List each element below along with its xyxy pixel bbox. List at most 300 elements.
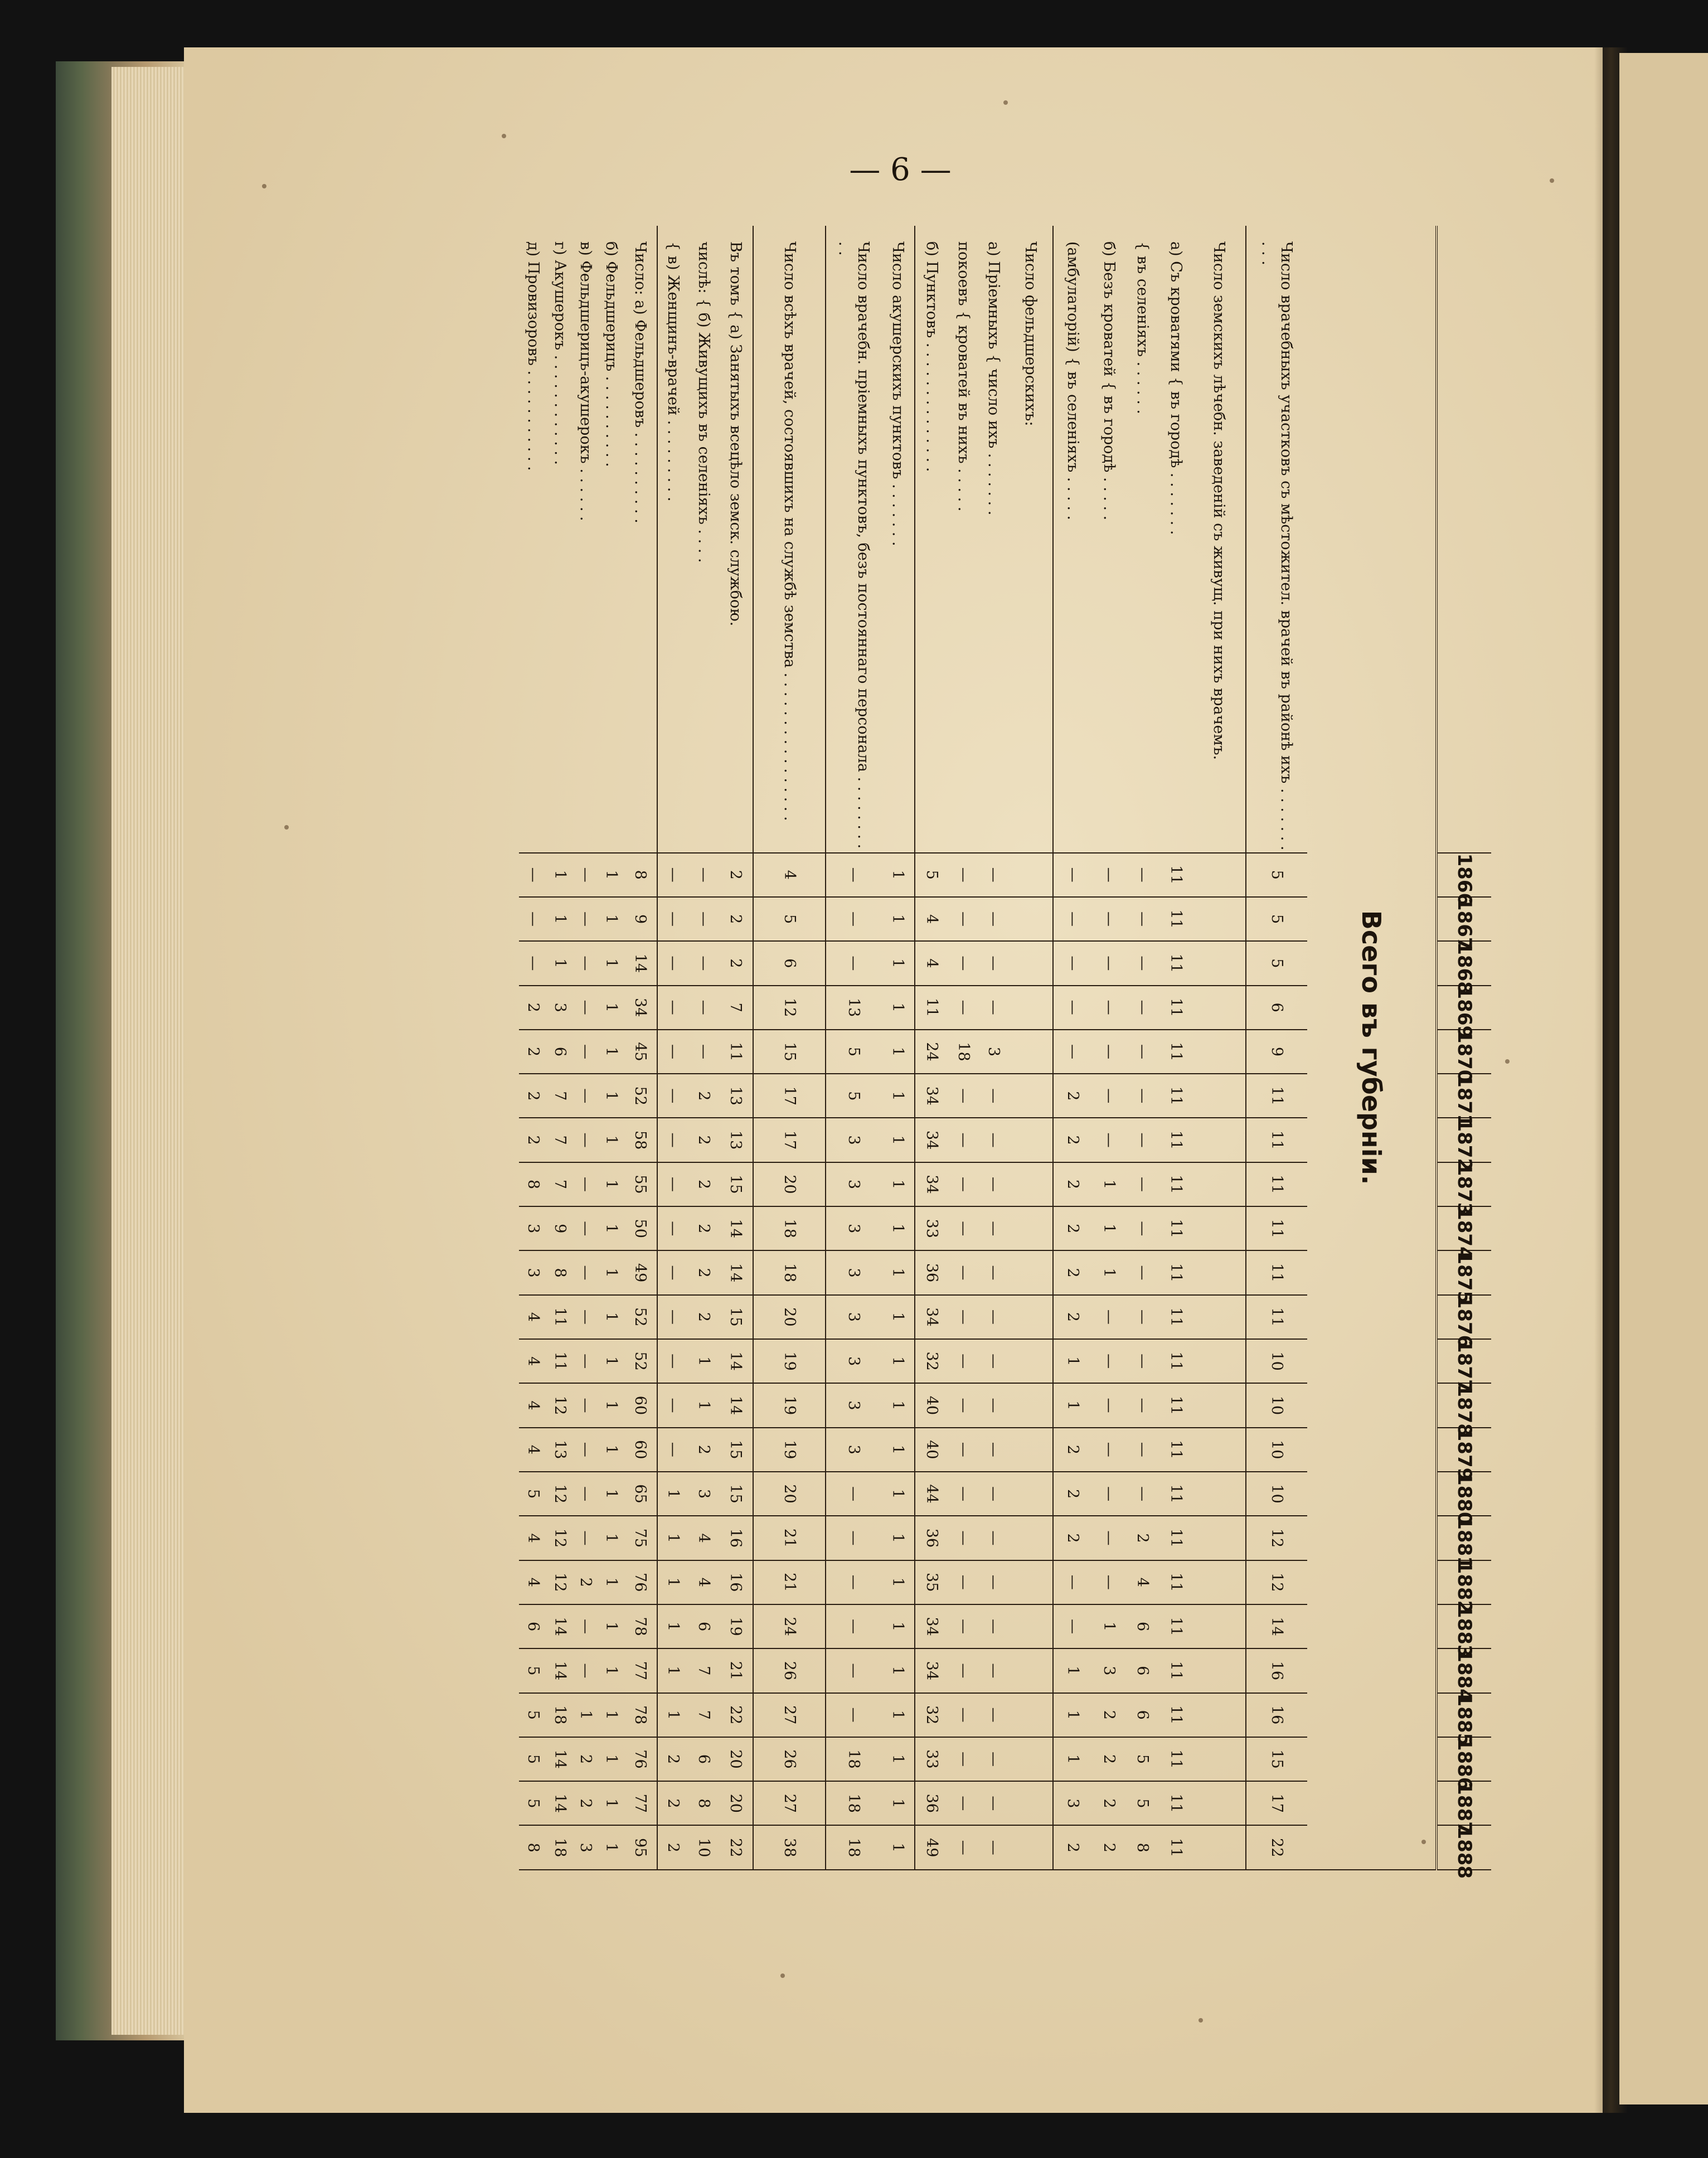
table-cell: 1 (598, 1428, 624, 1472)
table-cell: — (1053, 897, 1092, 941)
table-cell: 14 (547, 1604, 572, 1648)
table-row (1192, 226, 1246, 1870)
table-cell: — (519, 941, 547, 985)
table-cell (1008, 1118, 1053, 1162)
table-cell (1008, 897, 1053, 941)
table-cell: — (826, 941, 881, 985)
table-row (719, 226, 753, 1870)
table-cell: — (948, 1604, 978, 1648)
table-cell (1008, 1560, 1053, 1604)
table-cell: 11 (1159, 1737, 1192, 1781)
table-cell: 1 (1053, 1693, 1092, 1737)
table-cell: 5 (1125, 1737, 1159, 1781)
table-cell: 32 (915, 1693, 948, 1737)
table-row (948, 226, 978, 1870)
year-header: 1875 (1437, 1250, 1491, 1294)
table-cell: 95 (624, 1825, 657, 1870)
table-cell: 7 (688, 1648, 719, 1693)
table-cell: — (948, 1472, 978, 1516)
table-cell: — (657, 986, 688, 1030)
row-label: д) Провизоровъ . . . . . . . . . . . (519, 226, 547, 853)
table-cell: 11 (1246, 1162, 1307, 1206)
table-cell: 1 (598, 1604, 624, 1648)
table-cell: — (1125, 1339, 1159, 1383)
table-cell: 2 (719, 853, 753, 897)
table-cell: 13 (826, 986, 881, 1030)
table-cell: 12 (547, 1383, 572, 1427)
table-cell: 27 (753, 1781, 826, 1825)
row-label: Число фельдшерскихъ: (1008, 226, 1053, 853)
table-cell: — (978, 1781, 1008, 1825)
table-cell: 34 (624, 986, 657, 1030)
table-cell: 2 (519, 1118, 547, 1162)
table-cell: 49 (915, 1825, 948, 1870)
table-cell (1008, 1206, 1053, 1250)
table-cell: — (572, 986, 598, 1030)
table-cell: — (1125, 1074, 1159, 1118)
row-label: в) Фельдшерицъ-акушерокъ . . . . . . (572, 226, 598, 853)
table-cell: 1 (598, 1693, 624, 1737)
table-cell: 11 (1159, 986, 1192, 1030)
table-cell (1008, 1737, 1053, 1781)
table-cell: — (572, 1339, 598, 1383)
table-cell: 9 (547, 1206, 572, 1250)
table-cell: 20 (719, 1781, 753, 1825)
table-cell: 76 (624, 1737, 657, 1781)
table-cell (1192, 1383, 1246, 1427)
table-cell: 1 (881, 1737, 915, 1781)
table-cell (1192, 941, 1246, 985)
table-cell: 4 (519, 1428, 547, 1472)
table-cell: 13 (719, 1118, 753, 1162)
table-cell: 19 (753, 1339, 826, 1383)
table-row (519, 226, 547, 1870)
table-cell: 19 (719, 1604, 753, 1648)
table-cell: 3 (826, 1428, 881, 1472)
table-cell (1008, 1516, 1053, 1560)
table-cell: — (1092, 1472, 1125, 1516)
table-cell: 2 (519, 1074, 547, 1118)
table-cell: — (657, 853, 688, 897)
page-number: — 6 — (849, 152, 952, 188)
table-cell: 6 (1246, 986, 1307, 1030)
table-cell: — (1092, 1030, 1125, 1074)
table-row (1053, 226, 1092, 1870)
table-cell (1192, 1560, 1246, 1604)
table-cell: 1 (598, 853, 624, 897)
paper-speck (262, 184, 266, 188)
table-cell: — (978, 1737, 1008, 1781)
table-cell: 32 (915, 1339, 948, 1383)
table-cell: — (948, 941, 978, 985)
table-cell: 11 (1246, 1118, 1307, 1162)
row-label: б) Фельдшерицъ . . . . . . . . . . (598, 226, 624, 853)
table-cell: — (572, 1162, 598, 1206)
table-cell: 13 (719, 1074, 753, 1118)
table-cell: — (948, 986, 978, 1030)
table-cell: — (1125, 1428, 1159, 1472)
table-cell: — (572, 853, 598, 897)
table-cell (1192, 1648, 1246, 1693)
page-stack-edges (111, 67, 195, 2035)
table-cell: — (1092, 1383, 1125, 1427)
table-cell: 1 (1053, 1737, 1092, 1781)
table-cell: 36 (915, 1250, 948, 1294)
table-cell (1192, 1118, 1246, 1162)
table-cell: 5 (826, 1074, 881, 1118)
year-header: 1879 (1437, 1428, 1491, 1472)
table-cell: 19 (753, 1428, 826, 1472)
table-cell: 4 (519, 1339, 547, 1383)
table-cell: — (1092, 1074, 1125, 1118)
table-cell (1192, 1206, 1246, 1250)
table-cell: — (978, 1560, 1008, 1604)
table-cell: 16 (1246, 1648, 1307, 1693)
table-cell: 18 (753, 1250, 826, 1294)
table-cell: 2 (1053, 1118, 1092, 1162)
table-cell: 12 (547, 1560, 572, 1604)
table-cell: 3 (572, 1825, 598, 1870)
row-label: б) Безъ кроватей { въ городѣ . . . . . (1092, 226, 1125, 853)
table-cell: 1 (598, 1074, 624, 1118)
table-cell: 10 (1246, 1472, 1307, 1516)
table-cell: 2 (1053, 1472, 1092, 1516)
table-cell: 15 (719, 1295, 753, 1339)
table-cell: 36 (915, 1781, 948, 1825)
table-cell: 5 (753, 897, 826, 941)
table-cell (1008, 1383, 1053, 1427)
table-cell: 60 (624, 1383, 657, 1427)
table-cell: 12 (1246, 1516, 1307, 1560)
table-cell: 14 (719, 1339, 753, 1383)
table-cell: 34 (915, 1604, 948, 1648)
table-cell: — (1092, 1428, 1125, 1472)
table-cell (1192, 1030, 1246, 1074)
table-cell: 11 (1246, 1250, 1307, 1294)
table-cell: 1 (881, 1516, 915, 1560)
table-cell: 11 (1159, 1560, 1192, 1604)
table-cell: 1 (547, 853, 572, 897)
table-cell: 2 (688, 1250, 719, 1294)
table-cell: 1 (657, 1472, 688, 1516)
table-cell: — (978, 1516, 1008, 1560)
table-cell: 1 (598, 1295, 624, 1339)
table-cell: 2 (688, 1074, 719, 1118)
table-cell: 11 (1159, 1693, 1192, 1737)
table-cell (1192, 1428, 1246, 1472)
year-header: 1887 (1437, 1781, 1491, 1825)
table-cell: — (572, 1250, 598, 1294)
table-cell (1008, 1295, 1053, 1339)
table-cell: 21 (753, 1560, 826, 1604)
table-cell: — (1092, 897, 1125, 941)
table-cell: 1 (598, 1250, 624, 1294)
table-cell: — (826, 1516, 881, 1560)
table-row (881, 226, 915, 1870)
table-cell (1008, 1648, 1053, 1693)
table-cell: 12 (1246, 1560, 1307, 1604)
table-cell: — (948, 1206, 978, 1250)
table-cell: 3 (826, 1118, 881, 1162)
table-cell: — (1053, 986, 1092, 1030)
table-cell: 8 (1125, 1825, 1159, 1870)
table-cell: 13 (547, 1428, 572, 1472)
table-cell: 1 (881, 1206, 915, 1250)
table-cell: 36 (915, 1516, 948, 1560)
table-cell: 1 (598, 1339, 624, 1383)
table-cell (1008, 1074, 1053, 1118)
table-cell: — (1092, 986, 1125, 1030)
table-cell: — (978, 1825, 1008, 1870)
table-cell: 3 (688, 1472, 719, 1516)
table-cell: 1 (598, 1383, 624, 1427)
table-cell: 18 (547, 1693, 572, 1737)
table-cell: — (826, 1560, 881, 1604)
table-cell: — (572, 1428, 598, 1472)
table-cell: 6 (1125, 1648, 1159, 1693)
table-cell: 4 (519, 1383, 547, 1427)
table-cell: 11 (1246, 1295, 1307, 1339)
table-cell (1192, 1516, 1246, 1560)
table-cell: — (978, 1339, 1008, 1383)
table-cell: 18 (826, 1781, 881, 1825)
table-cell: 11 (1159, 1295, 1192, 1339)
year-header: 1866 (1437, 853, 1491, 897)
table-cell: 4 (915, 941, 948, 985)
table-cell: — (657, 1383, 688, 1427)
table-cell (1192, 1339, 1246, 1383)
facing-page-edge (1619, 53, 1708, 2104)
row-label: Число земскихъ лѣчебн. заведеній съ живущ. при нихъ врачемъ. (1192, 226, 1246, 853)
table-cell: 34 (915, 1118, 948, 1162)
table-cell: 2 (657, 1781, 688, 1825)
table-cell: 1 (598, 1472, 624, 1516)
table-cell: 8 (519, 1162, 547, 1206)
table-cell: — (978, 1250, 1008, 1294)
table-cell: 11 (1159, 1206, 1192, 1250)
table-cell: 11 (1159, 1030, 1192, 1074)
table-cell: — (572, 1074, 598, 1118)
table-cell: 35 (915, 1560, 948, 1604)
table-cell: 2 (719, 941, 753, 985)
table-cell: — (948, 1648, 978, 1693)
table-cell: 7 (547, 1074, 572, 1118)
table-row (1125, 226, 1159, 1870)
table-cell: 22 (1246, 1825, 1307, 1870)
table-cell: — (688, 853, 719, 897)
table-cell: 2 (1053, 1295, 1092, 1339)
table-cell: 1 (688, 1339, 719, 1383)
table-cell: 1 (598, 1206, 624, 1250)
table-cell: — (826, 1604, 881, 1648)
table-cell: — (1125, 1295, 1159, 1339)
table-cell: 11 (915, 986, 948, 1030)
table-cell (1192, 1693, 1246, 1737)
table-cell: 1 (598, 1118, 624, 1162)
table-title: Всего въ губерніи. (1307, 226, 1437, 1870)
table-cell: 11 (1159, 853, 1192, 897)
table-cell: — (1053, 1560, 1092, 1604)
paper-speck (1003, 100, 1008, 105)
table-cell: 5 (1246, 941, 1307, 985)
table-cell: 7 (547, 1162, 572, 1206)
table-cell: — (572, 941, 598, 985)
table-cell: 1 (881, 1295, 915, 1339)
table-cell: — (948, 1781, 978, 1825)
table-cell: — (948, 1516, 978, 1560)
table-cell: 20 (719, 1737, 753, 1781)
row-label: Въ томъ { а) Занятыхъ всецѣло земск. службою. (719, 226, 753, 853)
row-label: { в) Женщинъ-врачей . . . . . . . . . (657, 226, 688, 853)
table-cell: 8 (688, 1781, 719, 1825)
table-cell: 34 (915, 1074, 948, 1118)
table-cell: 2 (519, 986, 547, 1030)
table-cell: — (1125, 1250, 1159, 1294)
table-cell: 8 (624, 853, 657, 897)
table-cell: 1 (598, 1516, 624, 1560)
year-header: 1883 (1437, 1604, 1491, 1648)
table-cell: — (978, 1383, 1008, 1427)
table-cell: — (572, 1383, 598, 1427)
year-header: 1872 (1437, 1118, 1491, 1162)
year-header: 1882 (1437, 1560, 1491, 1604)
table-cell: 78 (624, 1693, 657, 1737)
table-cell: 55 (624, 1162, 657, 1206)
table-cell: — (1125, 1383, 1159, 1427)
table-cell: 14 (719, 1206, 753, 1250)
table-cell: 1 (598, 897, 624, 941)
table-cell: — (826, 853, 881, 897)
statistics-table (519, 226, 1491, 1879)
table-cell: 2 (1125, 1516, 1159, 1560)
paper-speck (1198, 2018, 1203, 2023)
year-header: 1871 (1437, 1074, 1491, 1118)
table-cell: 77 (624, 1781, 657, 1825)
table-cell: 4 (753, 853, 826, 897)
table-cell: 1 (881, 1074, 915, 1118)
table-cell: 11 (1159, 1516, 1192, 1560)
table-cell: — (1053, 1604, 1092, 1648)
table-cell: — (657, 1339, 688, 1383)
paper-speck (284, 825, 289, 830)
table-cell: 18 (547, 1825, 572, 1870)
table-cell: 5 (519, 1472, 547, 1516)
table-cell (1008, 1693, 1053, 1737)
table-cell: — (1092, 853, 1125, 897)
table-cell: — (826, 1472, 881, 1516)
year-header: 1888 (1437, 1825, 1491, 1870)
table-cell: — (1125, 941, 1159, 985)
table-cell: — (657, 941, 688, 985)
table-cell: 11 (1159, 1472, 1192, 1516)
row-label: покоевъ { кроватей въ нихъ . . . . . (948, 226, 978, 853)
table-cell: — (1092, 1118, 1125, 1162)
table-cell: 11 (1159, 1428, 1192, 1472)
table-cell: — (1125, 853, 1159, 897)
table-cell: 1 (881, 1162, 915, 1206)
table-cell: 5 (1125, 1781, 1159, 1825)
table-cell: 40 (915, 1383, 948, 1427)
table-cell: 11 (1159, 897, 1192, 941)
table-cell: 2 (688, 1295, 719, 1339)
table-cell: 76 (624, 1560, 657, 1604)
table-cell: 18 (948, 1030, 978, 1074)
table-cell (1008, 853, 1053, 897)
table-cell: 1 (598, 1560, 624, 1604)
table-cell: — (657, 1206, 688, 1250)
table-cell: 2 (688, 1206, 719, 1250)
table-cell: — (978, 1472, 1008, 1516)
table-cell: 9 (624, 897, 657, 941)
table-cell: 1 (1053, 1648, 1092, 1693)
table-cell: 1 (881, 1250, 915, 1294)
table-cell: 1 (657, 1693, 688, 1737)
year-header: 1880 (1437, 1472, 1491, 1516)
table-cell: 14 (547, 1781, 572, 1825)
table-cell: 5 (1246, 897, 1307, 941)
table-cell: — (657, 1030, 688, 1074)
table-cell: 7 (547, 1118, 572, 1162)
table-cell: 6 (1125, 1693, 1159, 1737)
table-cell: — (1092, 1339, 1125, 1383)
table-cell: 49 (624, 1250, 657, 1294)
table-cell: 3 (978, 1030, 1008, 1074)
table-cell: 52 (624, 1074, 657, 1118)
paper-speck (1550, 178, 1554, 183)
table-cell: 50 (624, 1206, 657, 1250)
table-cell: 17 (753, 1118, 826, 1162)
table-cell: 5 (519, 1737, 547, 1781)
year-header: 1868 (1437, 941, 1491, 985)
table-cell: — (657, 1295, 688, 1339)
table-cell: 11 (1159, 1118, 1192, 1162)
table-cell: — (1125, 1206, 1159, 1250)
table-row (978, 226, 1008, 1870)
table-cell: 1 (547, 941, 572, 985)
table-cell: 7 (688, 1693, 719, 1737)
table-cell: 38 (753, 1825, 826, 1870)
year-header: 1877 (1437, 1339, 1491, 1383)
table-cell: 5 (915, 853, 948, 897)
row-label: числѣ: { б) Живущихъ въ селеніяхъ . . . . (688, 226, 719, 853)
paper-speck (502, 134, 506, 138)
table-cell: 4 (519, 1560, 547, 1604)
table-cell: 3 (826, 1383, 881, 1427)
table-cell: — (1125, 1472, 1159, 1516)
table-cell: — (948, 1428, 978, 1472)
table-cell: — (688, 941, 719, 985)
table-row (657, 226, 688, 1870)
table-cell: 3 (1092, 1648, 1125, 1693)
table-cell: 1 (598, 1737, 624, 1781)
table-cell (1192, 1781, 1246, 1825)
table-cell: — (948, 1118, 978, 1162)
table-cell: 3 (519, 1206, 547, 1250)
table-cell: 1 (881, 897, 915, 941)
table-cell: 11 (1246, 1206, 1307, 1250)
table-cell: 6 (1125, 1604, 1159, 1648)
table-cell: 1 (657, 1648, 688, 1693)
table-cell: 2 (719, 897, 753, 941)
row-label: Число всѣхъ врачей, состоявшихъ на службѣ земства . . . . . . . . . . . . . . . . (753, 226, 826, 853)
table-cell (1008, 1604, 1053, 1648)
table-cell: 60 (624, 1428, 657, 1472)
table-cell (1192, 897, 1246, 941)
table-cell: — (1092, 1516, 1125, 1560)
table-cell: 1 (1092, 1250, 1125, 1294)
table-cell: 15 (719, 1472, 753, 1516)
row-label: Число: а) Фельдшеровъ . . . . . . . . . . (624, 226, 657, 853)
